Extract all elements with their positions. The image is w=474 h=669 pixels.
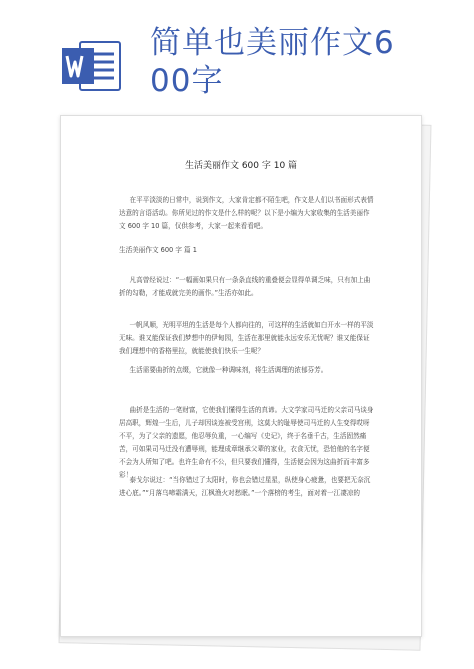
word-document-icon	[60, 38, 122, 94]
body-paragraph: 曲折是生活的一笔财富，它使我们懂得生活的真谛。大文学家司马迁的父亲司马谈身居高职，辉煌一生后，儿子却因谈连被受宫刑，这莫大的耻辱使司马迁的人生变得哎呀不平，为了父亲的遗愿，他忍辱负重，一心编写《史记》，终于名垂千古，生活固然痛苦，可如果司马迁没有遭辱刑，能理成章继承父辈的家业，衣食无忧，恐怕他的名字便不会为人所知了吧。也许生命有不公，但只要我们懂得，生活便会因为这曲折而丰富多彩！	[119, 406, 374, 479]
document-page	[60, 115, 422, 637]
body-paragraph: 一帆风顺，光明平坦的生活是每个人都向往的，可这样的生活就如白开水一样的平淡无味。谁又能保证我们梦想中的伊甸园，生活在那里就能永远安乐无忧呢？谁又能保证我们理想中的香格里拉，就能使我们快乐一生呢？	[119, 321, 374, 355]
intro-paragraph: 在平平淡淡的日常中，说到作文，大家肯定都不陌生吧，作文是人们以书面形式表情达意的言语活动。你所见过的作文是什么样的呢？以下是小编为大家收集的生活美丽作文 600 字 10 篇，仅供参考，大家一起来看看吧。	[119, 196, 374, 230]
page-title-line-1: 简单也美丽作文6	[150, 25, 395, 61]
section-heading: 生活美丽作文 600 字 篇 1	[119, 246, 197, 254]
body-paragraph: 生活需要曲折的点缀，它就像一种调味剂，将生活调理的浓郁芬芳。	[129, 366, 328, 374]
document-title: 生活美丽作文 600 字 10 篇	[184, 161, 298, 171]
header	[0, 0, 474, 110]
document-preview	[60, 115, 430, 645]
page-title-line-2: 00字	[150, 63, 224, 99]
body-paragraph: 凡高曾经说过：“一幅画如果只有一条条直线的重叠便会显得单调乏味，只有加上曲折的勾勒，才能成就完美的画作。”生活亦如此。	[119, 276, 371, 297]
body-paragraph: 泰戈尔说过：“当你错过了太阳时，你也会错过星星，纵使身心疲惫，也要把无奈沉进心底。”“月落乌啼霜满天，江枫渔火对愁眠。”一个落榜的考生，面对着一江凄凉的	[119, 476, 371, 497]
